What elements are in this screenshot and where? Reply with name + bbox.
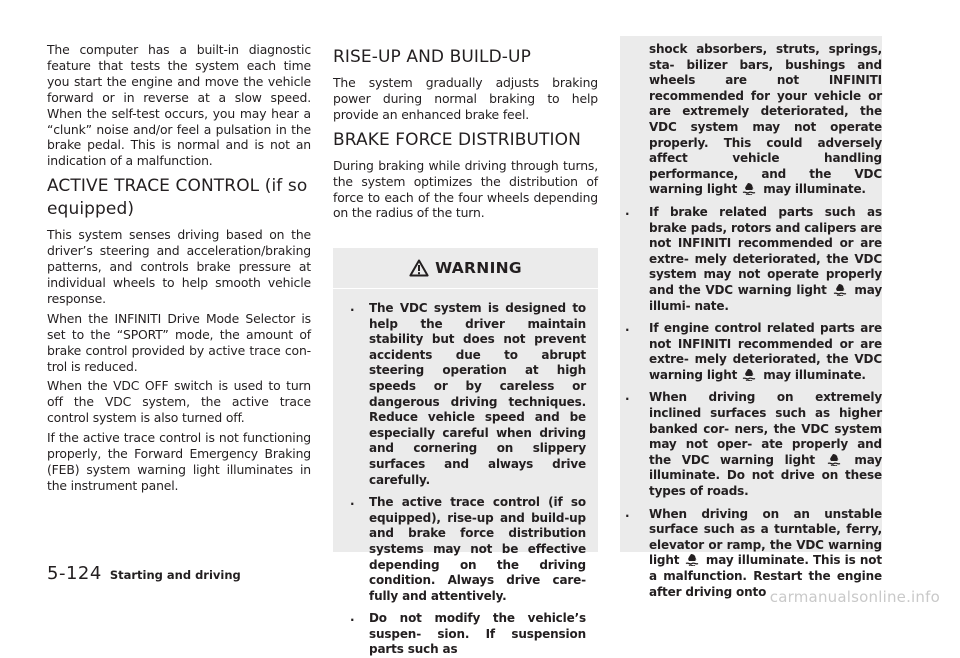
warning-triangle-icon [409, 259, 429, 277]
continuation-text: shock absorbers, struts, springs, sta- bilizer bars, bushings and wheels are not INFINITI recommended for your vehicle or are extremely deteriorated, the VDC system may not operate properly. This could adversely affect vehicle handling performance, and the VDC warning light [649, 42, 882, 197]
warning-title: WARNING [435, 259, 522, 277]
column-3 [620, 42, 882, 607]
paragraph: During braking while driving through turns, the system optimizes the distribution of force to each of the four wheels depending on the radius of the turn. [333, 157, 598, 221]
paragraph: When the INFINITI Drive Mode Selector is set to the “SPORT” mode, the amount of brake control provided by active trace con- trol is reduced. [47, 310, 311, 374]
warning-header [333, 248, 598, 289]
section-title: Starting and driving [109, 568, 241, 582]
paragraph: This system senses driving based on the driver’s steering and acceleration/braking patterns, and controls brake pressure at individual wheels to help smooth vehicle response. [47, 227, 311, 306]
column-2 [333, 42, 598, 225]
warning-bullet-text: Do not modify the vehicle’s suspen- sion. If suspension parts such as [369, 611, 586, 657]
active-trace-control-heading: ACTIVE TRACE CONTROL (if so equipped) [47, 176, 308, 220]
list-item: . When driving on an unstable surface such as a turntable, ferry, elevator or ramp, the VDC warning light may illuminate. This is not a malfunction. Restart the engine after driving onto [625, 505, 882, 599]
paragraph: The system gradually adjusts braking power during normal braking to help provide an enhanced brake feel. [333, 75, 598, 122]
warning-box [333, 248, 598, 657]
warning-continuation-list [620, 42, 882, 600]
page-number: 5-124 [47, 563, 102, 584]
watermark: carmanualsonline.info [769, 588, 940, 606]
list-item: . The VDC system is designed to help the driver maintain stability but does not prevent accidents due to abrupt steering operation at high speeds or by careless or dangerous driving techniques. Reduce vehicle speed and be especially careful when driving and cornering on slippery surfaces and always drive carefully. [350, 300, 586, 487]
bullet-text: When driving on extremely inclined surfaces such as higher banked cor- ners, the VDC system may not oper- ate properly and the VDC warning light [649, 390, 882, 467]
bullet-text: If brake related parts such as brake pads, rotors and calipers are not INFINITI recommended or are extre- mely deteriorated, the VDC system may not operate properly and the VDC warning light [649, 204, 882, 297]
bullet-text: When driving on an unstable surface such as a turntable, ferry, elevator or ramp, the VDC warning light [649, 506, 882, 568]
list-item: . The active trace control (if so equipped), rise-up and build-up and brake force distribution systems may not be effective depending on the driving condition. Always drive care- fully and attentively. [350, 494, 586, 603]
list-item [620, 42, 882, 198]
warning-bullet-text: The active trace control (if so equipped), rise-up and build-up and brake force distribution systems may not be effective depending on the driving condition. Always drive care- fully and attentively. [369, 495, 586, 603]
brake-force-distribution-heading: BRAKE FORCE DISTRIBUTION [333, 129, 581, 150]
vdc-skid-warning-icon [741, 368, 759, 381]
bullet-text: may illumi- nate. [649, 282, 882, 313]
intro-paragraph: The computer has a built-in diagnostic feature that tests the system each time you start the engine and move the vehicle forward or in reverse at a slow speed. When the self-test occurs, you may hear a “clunk” noise and/or feel a pulsation in the brake pedal. This is normal and is not an indication of a malfunction. [47, 42, 311, 169]
vdc-skid-warning-icon [826, 453, 844, 466]
column-1 [47, 42, 311, 498]
vdc-skid-warning-icon [741, 182, 759, 195]
vdc-skid-warning-icon [684, 553, 702, 566]
page-footer [47, 563, 241, 584]
list-item: . If brake related parts such as brake pads, rotors and calipers are not INFINITI recommended or are extre- mely deteriorated, the VDC system may not operate properly and the VDC warning light may illumi- nate. [625, 203, 882, 313]
continuation-text: may illuminate. [763, 182, 866, 197]
vdc-skid-warning-icon [832, 283, 850, 296]
paragraph: When the VDC OFF switch is used to turn off the VDC system, the active trace control system is also turned off. [47, 378, 311, 426]
bullet-text: If engine control related parts are not INFINITI recommended or are extre- mely deteriorated, the VDC warning light [649, 321, 882, 382]
list-item: . If engine control related parts are not INFINITI recommended or are extre- mely deteriorated, the VDC warning light may illuminate. [625, 320, 882, 382]
warning-list [341, 301, 586, 658]
rise-up-build-up-heading: RISE-UP AND BUILD-UP [333, 47, 531, 67]
paragraph: If the active trace control is not functioning properly, the Forward Emergency Braking (FEB) system warning light illuminates in the instrument panel. [47, 430, 311, 493]
bullet-text: may illuminate. Do not drive on these types of roads. [649, 452, 883, 499]
warning-bullet-text: The VDC system is designed to help the driver maintain stability but does not prevent accidents due to abrupt steering operation at high speeds or by careless or dangerous driving techniques. Reduce vehicle speed and be especially careful when driving and cornering on slippery surfaces and always drive carefully. [369, 301, 586, 487]
list-item: . Do not modify the vehicle’s suspen- sion. If suspension parts such as [350, 610, 586, 657]
list-item: . When driving on extremely inclined surfaces such as higher banked cor- ners, the VDC system may not oper- ate properly and the VDC warning light may illuminate. Do not drive on these types of roads. [625, 389, 883, 499]
bullet-text: may illuminate. This is not a malfunction. Restart the engine after driving onto [649, 553, 882, 599]
bullet-text: may illuminate. [763, 367, 866, 382]
